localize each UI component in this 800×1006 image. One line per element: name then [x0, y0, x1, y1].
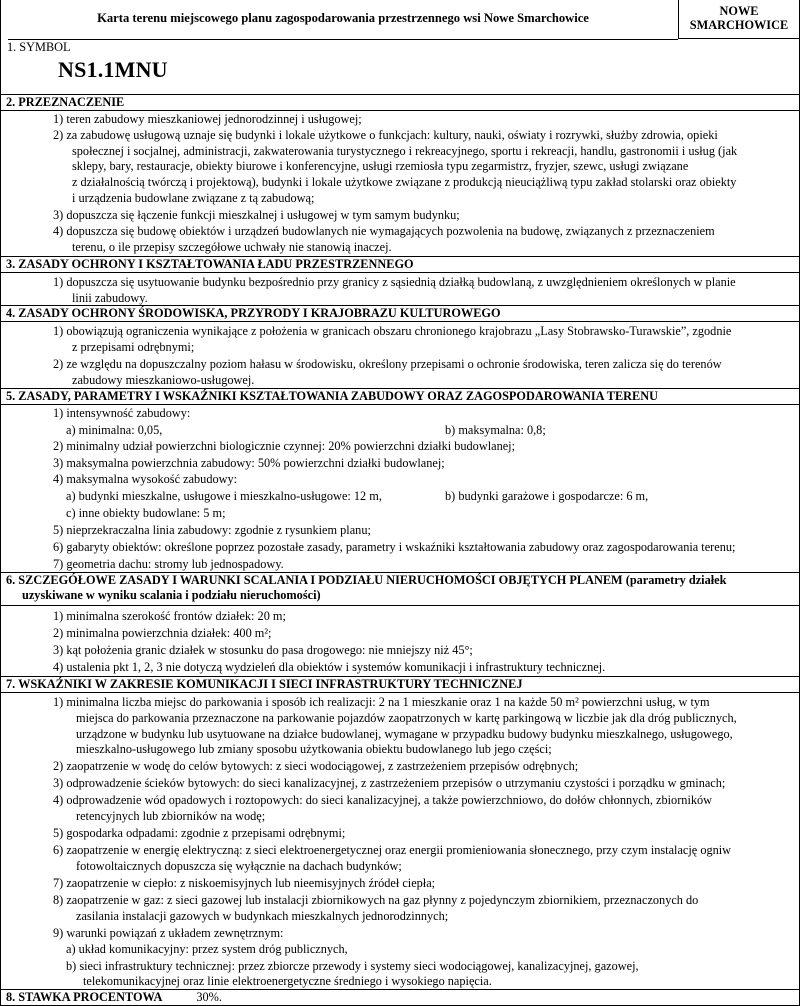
- s4-line-2: z przepisami odrębnymi;: [72, 340, 195, 354]
- s2-line-3: społecznej i socjalnej, administracji, zakwaterowania turystycznego i rekreacyjnego, sportu i rekreacji, handlu, gastronomii i usług (jak: [72, 144, 738, 158]
- section-4-heading: 4. ZASADY OCHRONY ŚRODOWISKA, PRZYRODY I KRAJOBRAZU KULTUROWEGO: [0, 305, 800, 322]
- card-title: Karta terenu miejscowego planu zagospodarowania przestrzennego wsi Nowe Smarchowice: [8, 3, 678, 40]
- s5-line-4: 4) maksymalna wysokość zabudowy:: [53, 472, 238, 486]
- s7-line-1: 1) minimalna liczba miejsc do parkowania i sposób ich realizacji: 2 na 1 mieszkanie oraz 1 na każde 50 m² powierzchni usług, w tym: [53, 695, 710, 709]
- s3-line-1: 1) dopuszcza się usytuowanie budynku bezpośrednio przy granicy z sąsiednią działką budowlaną, z uwzględnieniem określonych w planie: [53, 275, 736, 289]
- s5-line-4b: b) budynki garażowe i gospodarcze: 6 m,: [445, 489, 649, 503]
- s4-line-3: 2) ze względu na dopuszczalny poziom hałasu w środowisku, określony przepisami o ochronie środowiska, teren zalicza się do terenów: [53, 357, 722, 371]
- section-2-heading: 2. PRZEZNACZENIE: [0, 94, 800, 111]
- s2-line-1: 1) teren zabudowy mieszkaniowej jednorodzinnej i usługowej;: [53, 112, 362, 126]
- section-3-heading: 3. ZASADY OCHRONY I KSZTAŁTOWANIA ŁADU PRZESTRZENNEGO: [0, 256, 800, 273]
- s6-line-4: 4) ustalenia pkt 1, 2, 3 nie dotyczą wydzieleń dla obiektów i systemów komunikacji i infrastruktury technicznej.: [53, 660, 606, 674]
- s2-line-6: i urządzenia budowlane związane z tą zabudową;: [72, 191, 315, 205]
- s7-line-13: 8) zaopatrzenie w gaz: z sieci gazowej lub instalacji zbiornikowych na gaz płynny z pojedynczym zbiornikiem, przeznaczonych do: [53, 893, 699, 907]
- s5-line-1a: a) minimalna: 0,05,: [66, 423, 163, 437]
- s5-line-6: 6) gabaryty obiektów: określone poprzez pozostałe zasady, parametry i wskaźniki kształtowania zabudowy oraz zagospodarowania terenu;: [53, 540, 736, 554]
- s7-line-2: miejsca do parkowania przeznaczone na parkowanie pojazdów zaopatrzonych w kartę parkingową w liczbie jak dla dróg publicznych,: [76, 711, 737, 725]
- s6-line-3: 3) kąt położenia granic działek w stosunku do pasa drogowego: nie mniejszy niż 45°;: [53, 643, 473, 657]
- symbol-label: 1. SYMBOL: [7, 40, 71, 54]
- s7-line-11: fotowoltaicznych dopuszcza się wyłącznie na dachach budynków;: [76, 859, 402, 873]
- s5-line-5: 5) nieprzekraczalna linia zabudowy: zgodnie z rysunkiem planu;: [53, 523, 371, 537]
- s7-line-9: 5) gospodarka odpadami: zgodnie z przepisami odrębnymi;: [53, 826, 346, 840]
- section-6-heading-block: [0, 572, 800, 606]
- s5-line-1b: b) maksymalna: 0,8;: [445, 423, 546, 437]
- s2-line-5: z działalnością twórczą i projektową), budynki i lokale użytkowe związane z produkcją nieuciążliwą typu zakład stolarski oraz obiekty: [72, 175, 737, 189]
- s7-line-6: 3) odprowadzenie ścieków bytowych: do sieci kanalizacyjnej, z zastrzeżeniem przepisów o utrzymaniu czystości i porządku w gminach;: [53, 776, 726, 790]
- s7-line-18: telekomunikacyjnej oraz linie elektroenergetyczne średniego i wysokiego napięcia.: [83, 974, 492, 988]
- s2-line-4: sklepy, bary, restauracje, obiekty biurowe i konferencyjne, usługi rzemiosła typu zegarmistrz, fryzjer, szewc, usługi związane: [72, 159, 689, 173]
- s6-line-2: 2) minimalna powierzchnia działek: 400 m²;: [53, 626, 272, 640]
- s7-line-5: 2) zaopatrzenie w wodę do celów bytowych: z sieci wodociągowej, z zastrzeżeniem przepisów odrębnych;: [53, 759, 579, 773]
- s5-line-7: 7) geometria dachu: stromy lub jednospadowy.: [53, 557, 284, 571]
- section-8-heading-block: [0, 989, 800, 1006]
- village-box: [678, 0, 799, 39]
- s2-line-7: 3) dopuszcza się łączenie funkcji mieszkalnej i usługowej w tym samym budynku;: [53, 208, 460, 222]
- s7-line-3: urządzone w budynku lub usytuowane na działce budowlanej, wymagane w przypadku budowy budynku mieszkalnego, usługowego,: [76, 727, 733, 741]
- s7-line-12: 7) zaopatrzenie w ciepło: z niskoemisyjnych lub nieemisyjnych źródeł ciepła;: [53, 876, 436, 890]
- section-8-heading: 8. STAWKA PROCENTOWA: [6, 990, 163, 1004]
- s5-line-1: 1) intensywność zabudowy:: [53, 406, 191, 420]
- s7-line-15: 9) warunki powiązań z układem zewnętrznym:: [53, 926, 284, 940]
- s5-line-2: 2) minimalny udział powierzchni biologicznie czynnej: 20% powierzchni działki budowlanej;: [53, 439, 516, 453]
- left-border: [0, 0, 1, 1006]
- s4-line-4: zabudowy mieszkaniowo-usługowej.: [72, 373, 255, 387]
- s2-line-2: 2) za zabudowę usługową uznaje się budynki i lokale użytkowe o funkcjach: kultury, nauki, oświaty i rozrywki, służby zdrowia, opieki: [53, 128, 718, 142]
- section-6-heading: 6. SZCZEGÓŁOWE ZASADY I WARUNKI SCALANIA I PODZIAŁU NIERUCHOMOŚCI OBJĘTYCH PLANEM (parametry działek: [6, 573, 727, 587]
- s7-line-16: a) układ komunikacyjny: przez system dróg publicznych,: [66, 942, 348, 956]
- card-header: [0, 0, 800, 95]
- s7-line-14: zasilania instalacji gazowych w budynkach mieszkalnych jednorodzinnych;: [76, 909, 449, 923]
- section-6-heading-cont: uzyskiwane w wyniku scalania i podziału nieruchomości): [22, 588, 321, 602]
- symbol-value: NS1.1MNU: [58, 57, 168, 82]
- s5-line-3: 3) maksymalna powierzchnia zabudowy: 50% powierzchni działki budowlanej;: [53, 456, 445, 470]
- s2-line-9: terenu, o ile przepisy szczegółowe uchwały nie stanowią inaczej.: [72, 240, 392, 254]
- s7-line-17: b) sieci infrastruktury technicznej: przez zbiorcze przewody i systemy sieci wodociągowej, kanalizacyjnej, gazowej,: [66, 959, 639, 973]
- s5-line-4a: a) budynki mieszkalne, usługowe i mieszkalno-usługowe: 12 m,: [66, 489, 382, 503]
- s7-line-10: 6) zaopatrzenie w energię elektryczną: z sieci elektroenergetycznej oraz energii promieniowania słonecznego, przy czym instalację ogniw: [53, 843, 732, 857]
- s7-line-4: mieszkalno-usługowego lub zmiany sposobu użytkowania obiektu budowlanego lub jego części;: [76, 742, 552, 756]
- village-name-line1: NOWE: [719, 4, 759, 18]
- section-8-value: 30%.: [196, 990, 222, 1004]
- s5-line-4c: c) inne obiekty budowlane: 5 m;: [66, 506, 226, 520]
- village-name-line2: SMARCHOWICE: [689, 18, 789, 32]
- s7-line-7: 4) odprowadzenie wód opadowych i roztopowych: do sieci kanalizacyjnej, a także powierzchniowo, do dołów chłonnych, zbiorników: [53, 793, 713, 807]
- section-5-heading: 5. ZASADY, PARAMETRY I WSKAŹNIKI KSZTAŁTOWANIA ZABUDOWY ORAZ ZAGOSPODAROWANIA TERENU: [0, 388, 800, 405]
- s4-line-1: 1) obowiązują ograniczenia wynikające z położenia w granicach obszaru chronionego krajobrazu „Lasy Stobrawsko-Turawskie”, zgodnie: [53, 324, 732, 338]
- s3-line-2: linii zabudowy.: [72, 291, 148, 305]
- s6-line-1: 1) minimalna szerokość frontów działek: 20 m;: [53, 609, 286, 623]
- section-7-heading: 7. WSKAŹNIKI W ZAKRESIE KOMUNIKACJI I SIECI INFRASTRUKTURY TECHNICZNEJ: [0, 676, 800, 693]
- s7-line-8: retencyjnych lub zbiorników na wodę;: [76, 809, 266, 823]
- s2-line-8: 4) dopuszcza się budowę obiektów i urządzeń budowlanych nie wymagających pozwolenia na budowę, związanych z przeznaczeniem: [53, 224, 715, 238]
